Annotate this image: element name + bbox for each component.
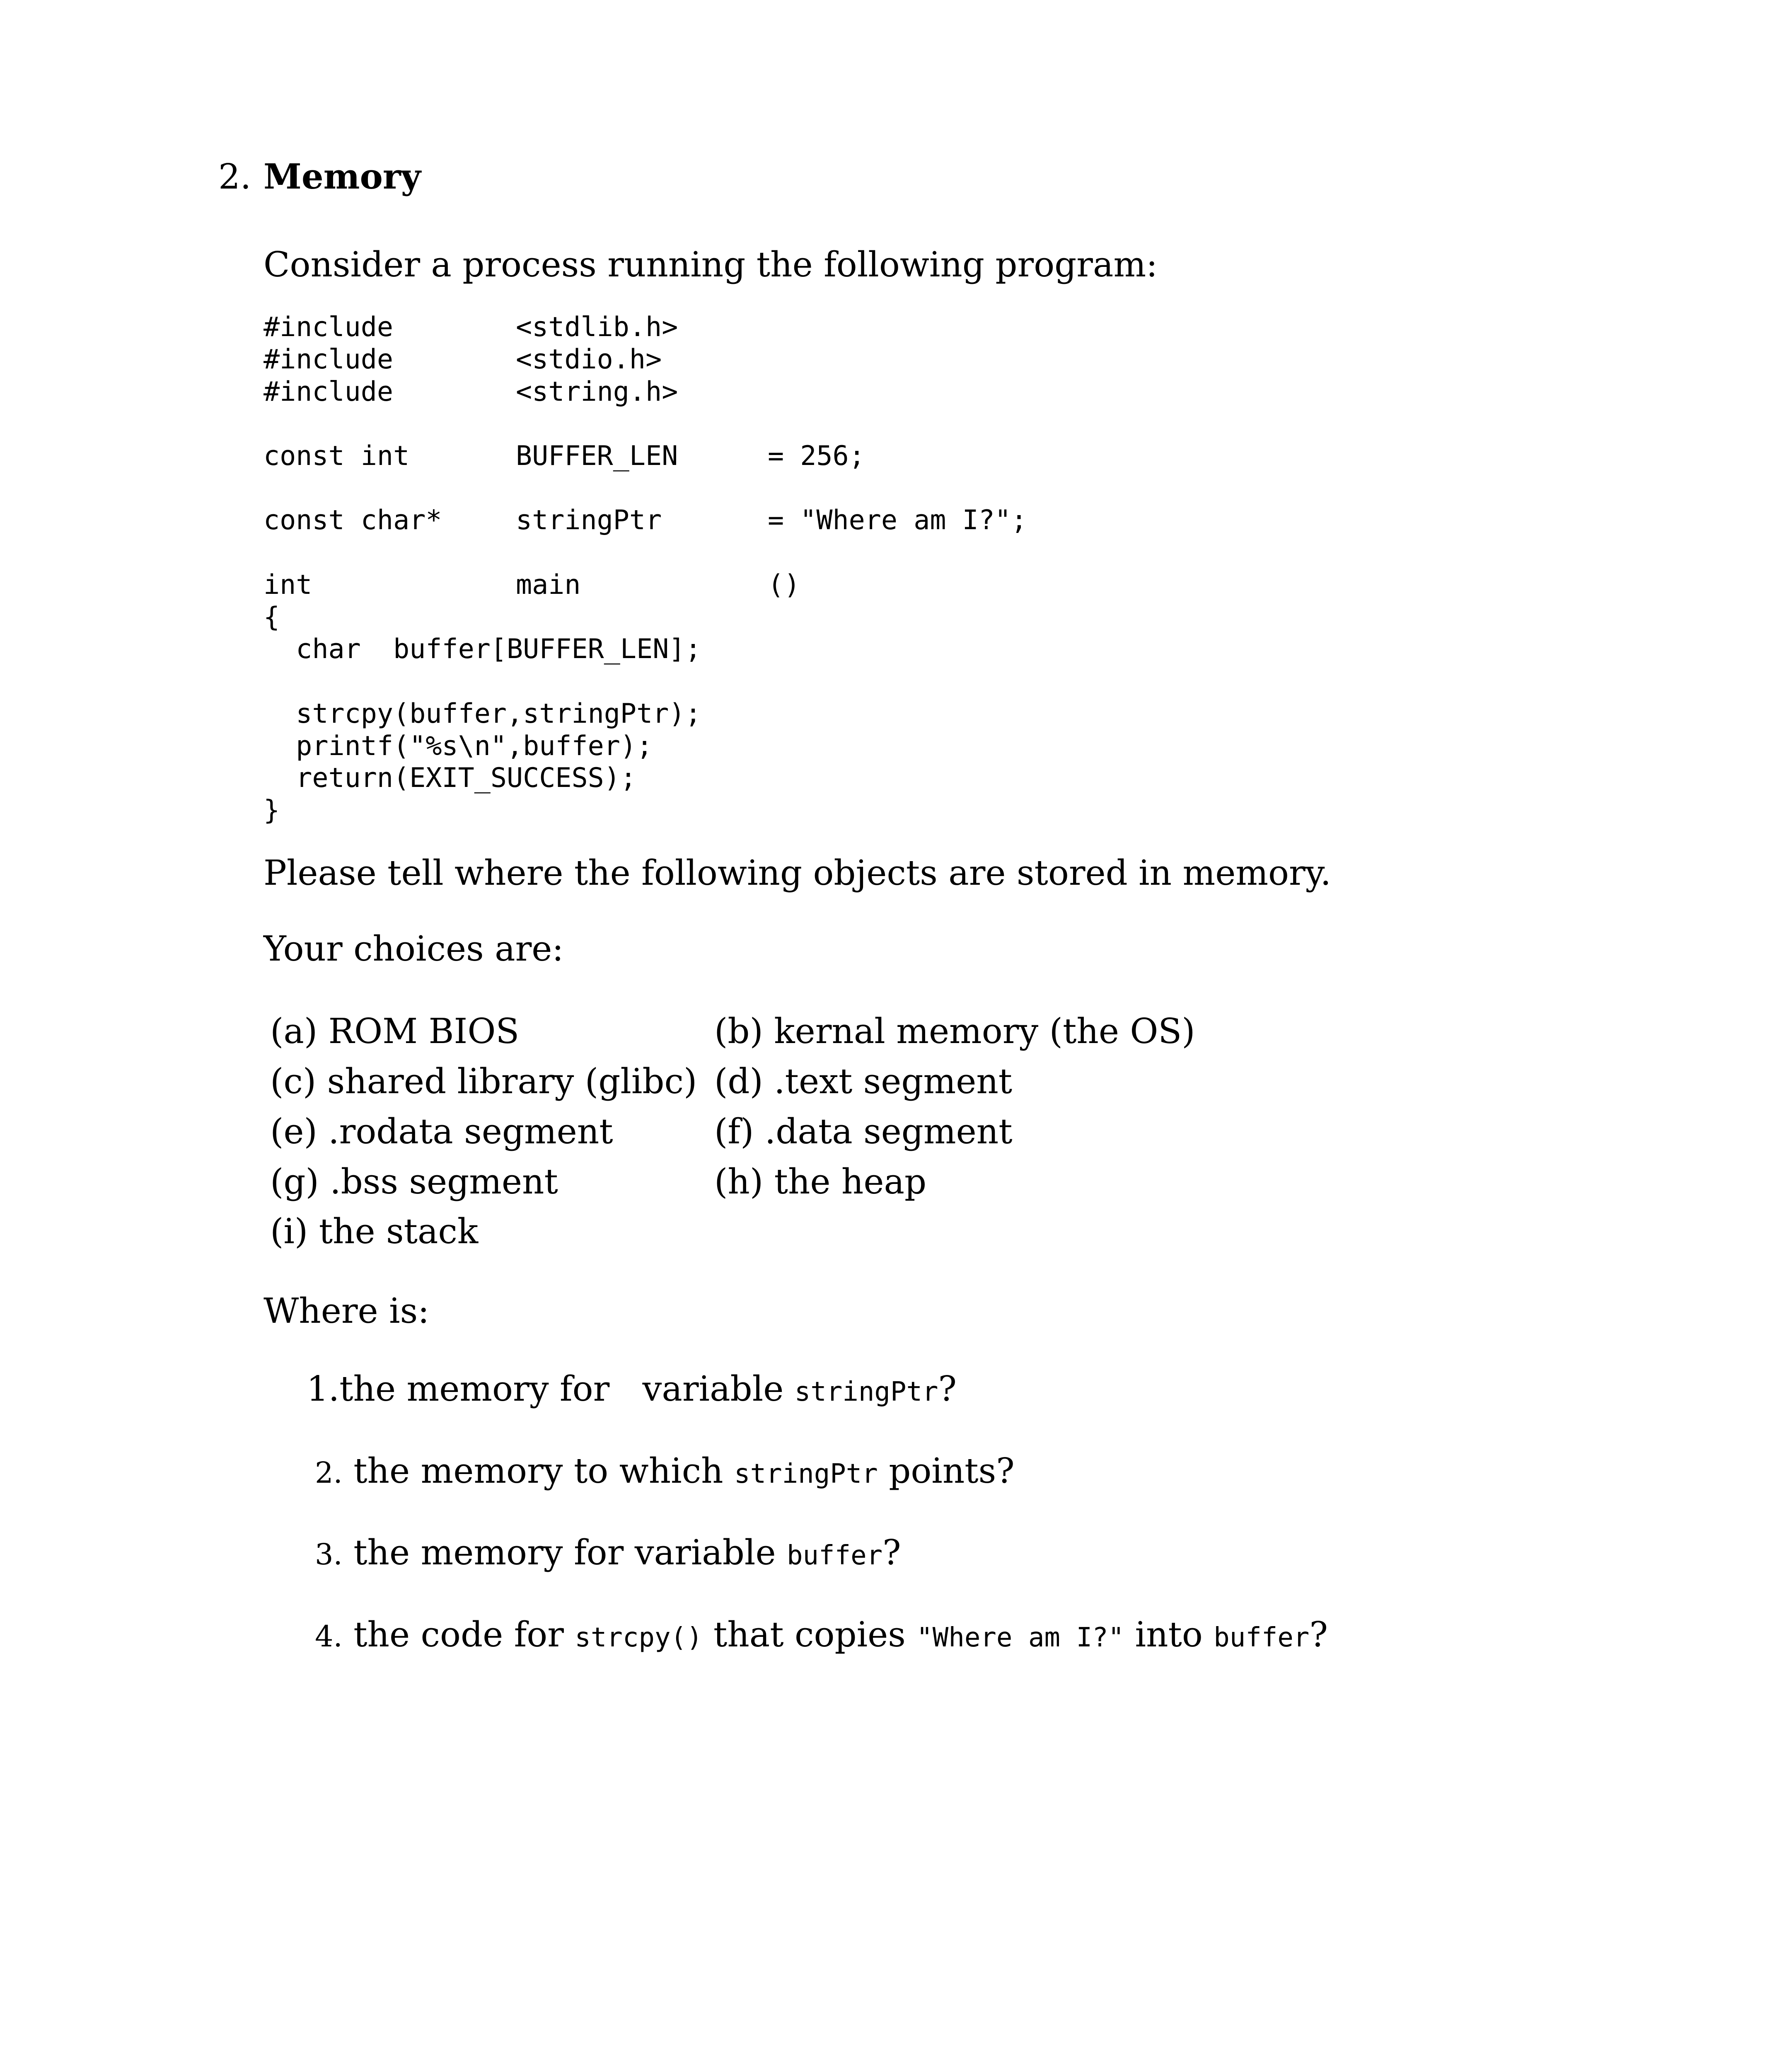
choice-h: (h) the heap (714, 1162, 927, 1202)
where-heading: Where is: (264, 1291, 430, 1331)
question-text-mid-2: into (1124, 1615, 1214, 1655)
question-code: stringPtr (794, 1377, 938, 1407)
question-number: 4. (315, 1619, 343, 1653)
code-line-6-col-2: main (516, 569, 581, 600)
choice-f: (f) .data segment (714, 1111, 1013, 1152)
code-line-4-col-1: const int (264, 441, 410, 472)
code-line-2-col-1: #include (264, 344, 394, 375)
choice-d: (d) .text segment (714, 1061, 1013, 1101)
code-line-2-col-2: <stdio.h> (516, 344, 662, 375)
question-number: 3. (315, 1537, 343, 1571)
code-line-10: printf("%s\n",buffer); (264, 731, 653, 762)
question-text: the code for (353, 1615, 575, 1655)
question-3 (315, 1532, 901, 1573)
choice-e: (e) .rodata segment (270, 1111, 613, 1152)
question-1 (307, 1369, 957, 1409)
code-line-6-col-3: () (768, 569, 800, 600)
section-title: Memory (264, 156, 421, 197)
code-line-3-col-1: #include (264, 376, 394, 407)
question-code: buffer (786, 1540, 883, 1571)
question-code-buffer: buffer (1214, 1622, 1310, 1653)
question-text-end: ? (882, 1532, 901, 1573)
code-line-4-col-2: BUFFER_LEN (516, 441, 678, 472)
question-text-end: ? (938, 1369, 957, 1409)
question-2 (315, 1451, 1015, 1491)
code-line-8: char buffer[BUFFER_LEN]; (264, 634, 701, 665)
code-line-5-col-2: stringPtr (516, 505, 662, 536)
choice-a: (a) ROM BIOS (270, 1011, 520, 1051)
code-line-5-col-3: = "Where am I?"; (768, 505, 1027, 536)
choice-c: (c) shared library (glibc) (270, 1061, 697, 1101)
question-code: stringPtr (734, 1459, 878, 1489)
question-text-mid: that copies (702, 1615, 917, 1655)
code-line-3-col-2: <string.h> (516, 376, 678, 407)
question-4 (315, 1615, 1328, 1655)
code-line-1-col-2: <stdlib.h> (516, 312, 678, 343)
choices-heading: Your choices are: (264, 929, 564, 969)
question-number: 2. (315, 1456, 343, 1490)
code-line-4-col-3: = 256; (768, 441, 865, 472)
question-text: the memory for variable (339, 1369, 795, 1409)
question-text: the memory for variable (353, 1532, 787, 1573)
question-code-string: "Where am I?" (916, 1622, 1124, 1653)
question-text-end: points? (878, 1451, 1015, 1491)
choice-b: (b) kernal memory (the OS) (714, 1011, 1195, 1051)
question-code: strcpy() (575, 1622, 703, 1653)
section-number: 2. (218, 157, 251, 197)
intro-text: Consider a process running the following program: (264, 244, 1158, 285)
question-number: 1. (307, 1369, 340, 1409)
choice-g: (g) .bss segment (270, 1162, 558, 1202)
code-line-6-col-1: int (264, 569, 312, 600)
code-line-7: { (264, 602, 280, 633)
code-line-9: strcpy(buffer,stringPtr); (264, 698, 701, 729)
question-text: the memory to which (353, 1451, 735, 1491)
choice-i: (i) the stack (270, 1211, 479, 1251)
code-line-5-col-1: const char* (264, 505, 442, 536)
code-line-11: return(EXIT_SUCCESS); (264, 762, 637, 794)
code-line-12: } (264, 795, 280, 826)
question-text-end: ? (1309, 1615, 1328, 1655)
code-line-1-col-1: #include (264, 312, 394, 343)
instruction-text: Please tell where the following objects are stored in memory. (264, 853, 1331, 893)
